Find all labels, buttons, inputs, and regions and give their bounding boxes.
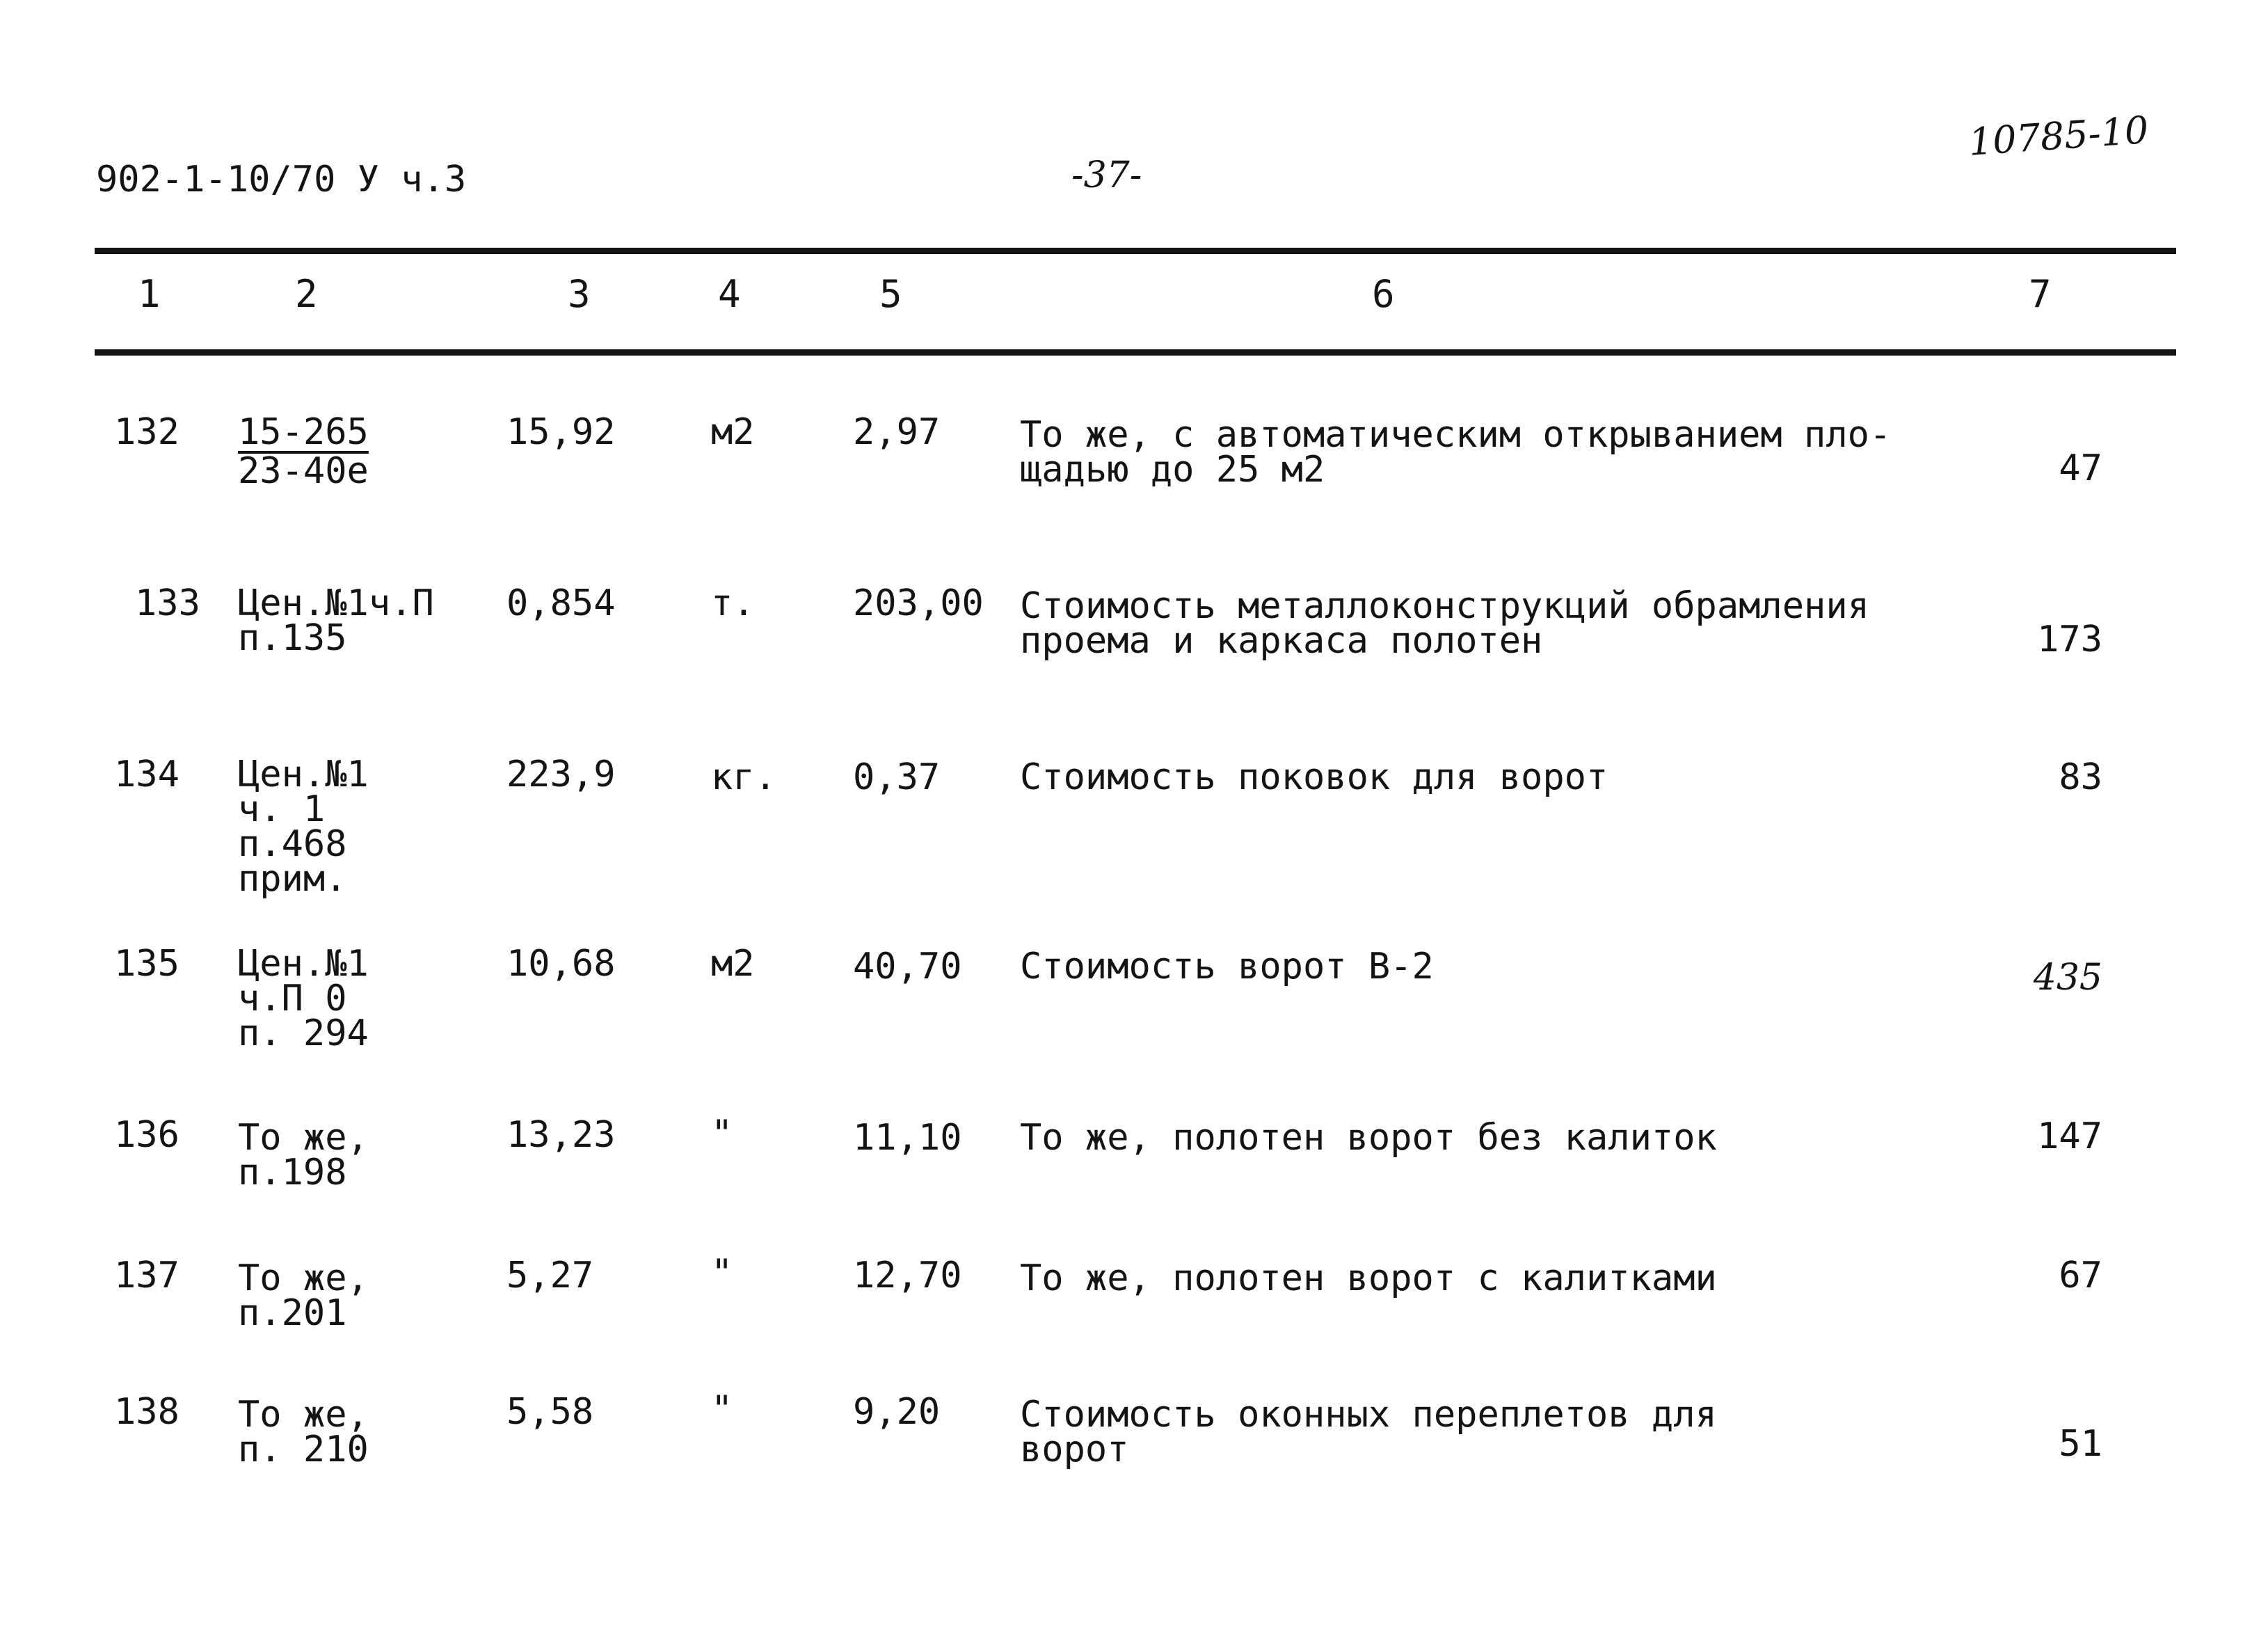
description-line: Стоимость оконных переплетов для: [1020, 1394, 1717, 1436]
price-reference: [238, 1257, 369, 1334]
row-number: 132: [114, 411, 179, 453]
quantity: 5,58: [506, 1391, 594, 1433]
column-number-6: 6: [1372, 272, 1395, 316]
description: [1020, 1117, 1717, 1159]
reference-line: 23-40е: [238, 450, 369, 492]
unit: ": [711, 1388, 733, 1430]
unit: м2: [711, 411, 755, 453]
column-number-3: 3: [568, 272, 591, 316]
unit-price: 9,20: [853, 1391, 941, 1433]
reference-line: п.468: [238, 823, 347, 865]
total-cost: 173: [2037, 619, 2102, 660]
column-number-1: 1: [138, 272, 161, 316]
description: [1020, 1257, 1717, 1299]
quantity: 10,68: [506, 943, 616, 985]
price-reference: [238, 1117, 369, 1193]
unit: т.: [711, 582, 755, 624]
unit-price: 0,37: [853, 756, 941, 798]
unit-price: 2,97: [853, 411, 941, 453]
reference-line: ч.П 0: [238, 978, 347, 1019]
row-number: 138: [114, 1391, 179, 1433]
row-number: 137: [114, 1255, 179, 1296]
quantity: 223,9: [506, 754, 616, 795]
reference-line: Цен.№1: [238, 754, 369, 795]
quantity: 0,854: [506, 582, 616, 624]
description-line: ворот: [1020, 1429, 1129, 1470]
page-number: -37-: [1071, 154, 1142, 196]
description-line: щадью до 25 м2: [1020, 449, 1325, 491]
unit-price: 11,10: [853, 1117, 962, 1159]
reference-line: То же,: [238, 1394, 369, 1436]
total-cost-handwritten: 435: [2033, 957, 2102, 999]
table-top-rule: [95, 248, 2176, 254]
description: [1020, 1394, 1717, 1470]
description: [1020, 414, 1892, 491]
reference-line: ч. 1: [238, 788, 326, 830]
reference-line: То же,: [238, 1257, 369, 1299]
column-number-2: 2: [295, 272, 318, 316]
total-cost: 83: [2059, 756, 2102, 798]
price-reference: [238, 1394, 369, 1470]
reference-line: Цен.№1ч.П: [238, 582, 434, 624]
column-number-4: 4: [718, 272, 741, 316]
description: [1020, 946, 1434, 987]
total-cost: 47: [2059, 447, 2102, 489]
reference-line: То же,: [238, 1117, 369, 1159]
reference-line: п.135: [238, 617, 347, 659]
total-cost: 51: [2059, 1423, 2102, 1465]
description-line: То же, полотен ворот с калитками: [1020, 1257, 1717, 1299]
total-cost: 67: [2059, 1255, 2102, 1296]
archive-number: 10785-10: [1967, 108, 2150, 164]
reference-line: п.201: [238, 1292, 347, 1334]
description-line: проема и каркаса полотен: [1020, 620, 1543, 662]
price-reference: [238, 411, 369, 492]
total-cost: 147: [2037, 1115, 2102, 1157]
description-line: Стоимость металлоконструкций обрамления: [1020, 585, 1869, 627]
table-header-bottom-rule: [95, 349, 2176, 356]
quantity: 15,92: [506, 411, 616, 453]
description: [1020, 585, 1869, 662]
unit-price: 12,70: [853, 1255, 962, 1296]
column-number-7: 7: [2029, 272, 2052, 316]
row-number: 135: [114, 943, 179, 985]
reference-line: п. 210: [238, 1429, 369, 1470]
reference-line: 15-265: [238, 411, 369, 453]
unit: кг.: [711, 756, 776, 798]
price-reference: [238, 943, 369, 1054]
description: [1020, 756, 1608, 798]
unit: ": [711, 1252, 733, 1294]
column-number-5: 5: [879, 272, 902, 316]
unit: ": [711, 1113, 733, 1154]
reference-line: п. 294: [238, 1012, 369, 1054]
row-number: 133: [135, 582, 200, 624]
description-line: То же, с автоматическим открыванием пло-: [1020, 414, 1892, 456]
unit-price: 40,70: [853, 946, 962, 987]
quantity: 13,23: [506, 1114, 616, 1156]
description-line: Стоимость ворот В-2: [1020, 946, 1434, 987]
quantity: 5,27: [506, 1255, 594, 1296]
description-line: Стоимость поковок для ворот: [1020, 756, 1608, 798]
row-number: 134: [114, 754, 179, 795]
reference-line: прим.: [238, 858, 347, 900]
row-number: 136: [114, 1114, 179, 1156]
unit-price: 203,00: [853, 582, 984, 624]
document-code: 902-1-10/70 У ч.3: [96, 159, 467, 200]
price-reference: [238, 754, 369, 900]
price-reference: [238, 582, 434, 659]
reference-line: Цен.№1: [238, 943, 369, 985]
reference-line: п.198: [238, 1152, 347, 1193]
unit: м2: [711, 943, 755, 985]
description-line: То же, полотен ворот без калиток: [1020, 1117, 1717, 1159]
